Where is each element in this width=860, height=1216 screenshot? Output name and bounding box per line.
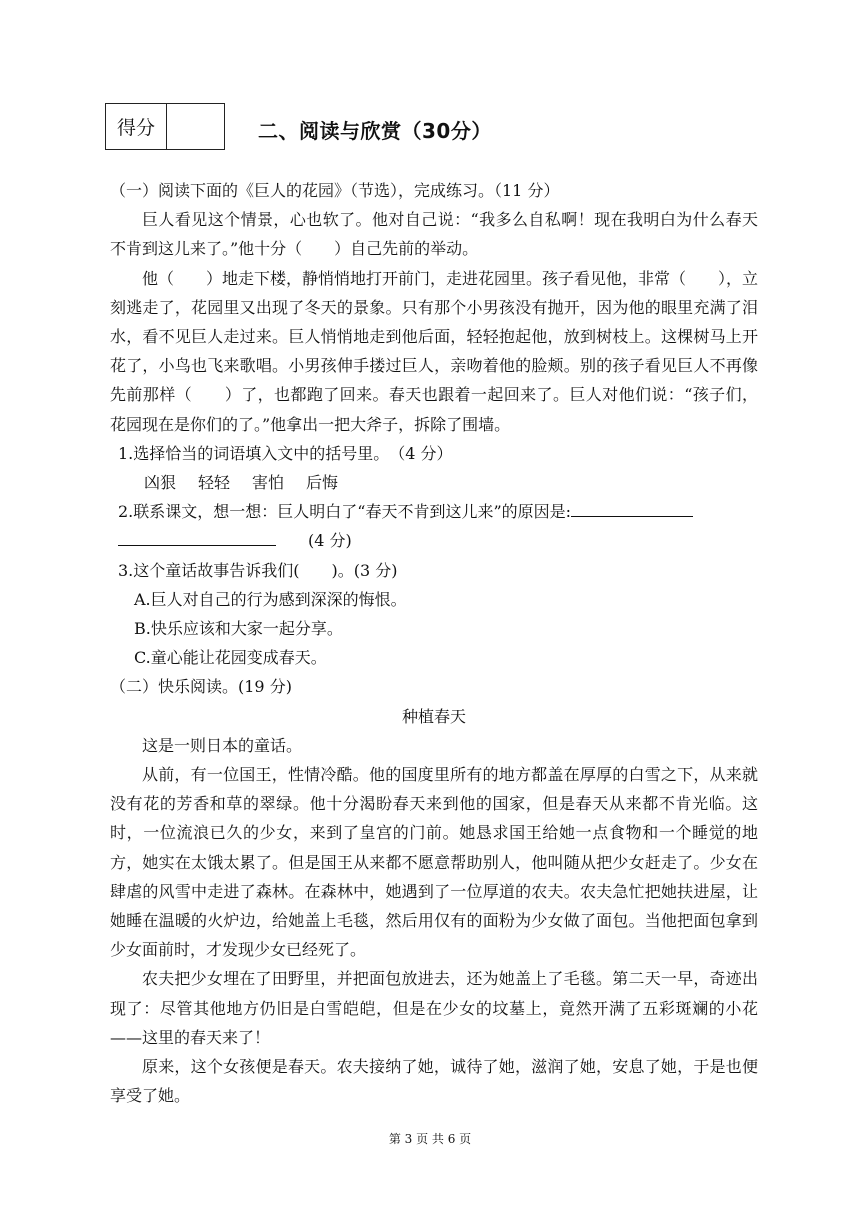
word-option: 后悔 <box>306 473 339 493</box>
part1-paragraph-1: 巨人看见这个情景，心也软了。他对自己说：“我多么自私啊！现在我明白为什么春天不肯到这儿来了。”他十分（ ）自己先前的举动。 <box>110 210 758 259</box>
word-bank <box>110 468 758 497</box>
part1-paragraph-2: 他（ ）地走下楼，静悄悄地打开前门，走进花园里。孩子看见他，非常（ ），立刻逃走了，花园里又出现了冬天的景象。只有那个小男孩没有抛开，因为他的眼里充满了泪水，看不见巨人走过来。巨人悄悄地走到他后面，轻轻抱起他，放到树枝上。这棵树马上开花了，小鸟也飞来歌唱。小男孩伸手搂过巨人，亲吻着他的脸颊。别的孩子看见巨人不再像先前那样（ ）了，也都跑了回来。春天也跟着一起回来了。巨人对他们说：“孩子们，花园现在是你们的了。”他拿出一把大斧子，拆除了围墙。 <box>110 268 759 434</box>
question-2-continued <box>110 526 758 555</box>
question-2-score: (4 分) <box>308 531 352 551</box>
option-a[interactable]: A.巨人对自己的行为感到深深的悔恨。 <box>134 589 407 609</box>
story-title: 种植春天 <box>401 706 466 726</box>
reading-content <box>110 176 758 1111</box>
answer-blank[interactable] <box>571 498 693 517</box>
option-c[interactable]: C.童心能让花园变成春天。 <box>134 648 327 668</box>
part2-paragraph-1: 这是一则日本的童话。 <box>142 735 303 755</box>
question-2 <box>110 497 758 526</box>
score-box <box>105 103 225 150</box>
word-option: 凶狠 <box>144 473 177 493</box>
part2-paragraph-4: 原来，这个女孩便是春天。农夫接纳了她，诚待了她，滋润了她，安息了她，于是也便享受了她。 <box>110 1057 758 1106</box>
part1-heading: （一）阅读下面的《巨人的花园》（节选），完成练习。（11 分） <box>110 181 560 200</box>
question-3: 3.这个童话故事告诉我们( )。(3 分) <box>118 560 398 580</box>
score-label: 得分 <box>106 104 167 149</box>
question-2-text: 2.联系课文，想一想：巨人明白了“春天不肯到这儿来”的原因是: <box>118 502 572 522</box>
score-blank-cell[interactable] <box>167 104 224 149</box>
question-1: 1.选择恰当的词语填入文中的括号里。 （4 分） <box>118 443 453 463</box>
part2-heading: （二）快乐阅读。(19 分) <box>110 677 292 697</box>
option-b[interactable]: B.快乐应该和大家一起分享。 <box>134 619 343 639</box>
word-option: 轻轻 <box>198 473 231 493</box>
part2-paragraph-3: 农夫把少女埋在了田野里，并把面包放进去，还为她盖上了毛毯。第二天一早，奇迹出现了：尽管其他地方仍旧是白雪皑皑，但是在少女的坟墓上，竟然开满了五彩斑斓的小花——这里的春天来了！ <box>110 969 758 1047</box>
section-title: 二、阅读与欣赏（30分） <box>258 119 492 143</box>
page-number: 第 3 页 共 6 页 <box>388 1132 472 1146</box>
answer-blank[interactable] <box>118 527 276 546</box>
part2-paragraph-2: 从前，有一位国王，性情冷酷。他的国度里所有的地方都盖在厚厚的白雪之下，从来就没有花的芳香和草的翠绿。他十分渴盼春天来到他的国家，但是春天从来都不肯光临。这时，一位流浪已久的少女，来到了皇宫的门前。她恳求国王给她一点食物和一个睡觉的地方，她实在太饿太累了。但是国王从来都不愿意帮助别人，他叫随从把少女赶走了。少女在肆虐的风雪中走进了森林。在森林中，她遇到了一位厚道的农夫。农夫急忙把她扶进屋，让她睡在温暖的火炉边，给她盖上毛毯，然后用仅有的面粉为少女做了面包。当他把面包拿到少女面前时，才发现少女已经死了。 <box>110 765 758 960</box>
word-option: 害怕 <box>252 473 285 493</box>
